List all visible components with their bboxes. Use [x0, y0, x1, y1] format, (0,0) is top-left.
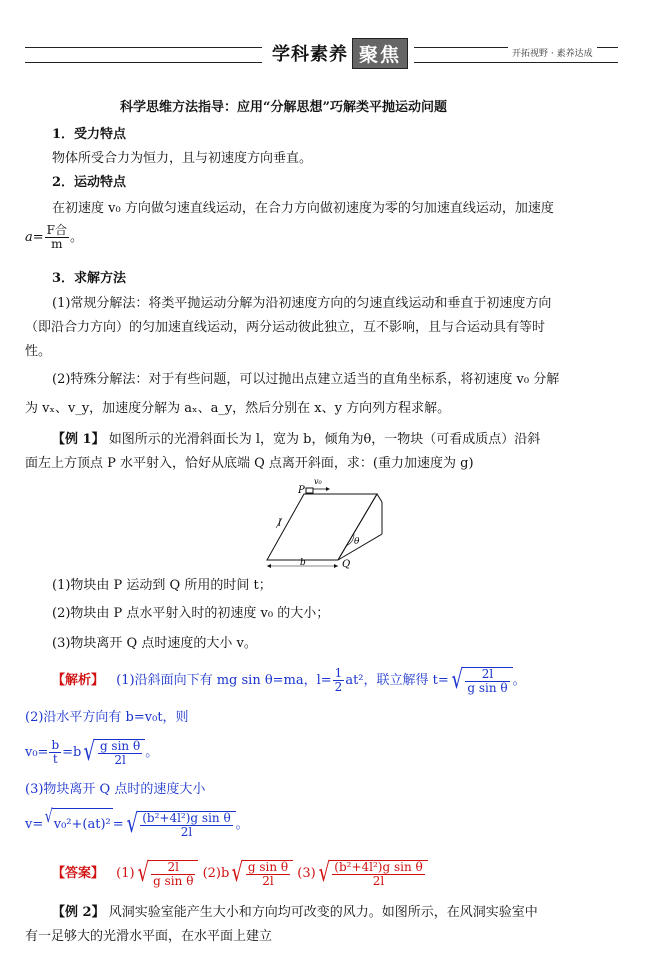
s2b-sqrt-num: g sin θ [99, 738, 141, 753]
example1-text1: 如图所示的光滑斜面长为 l，宽为 b，倾角为θ，一物块（可看成质点）沿斜 [108, 432, 541, 447]
a3-den: 2l [372, 873, 385, 888]
s1-sqrt-num: 2l [465, 668, 509, 682]
header-title-box: 聚焦 [352, 38, 408, 69]
example2-line2: 有一足够大的光滑水平面，在水平面上建立 [25, 929, 273, 944]
s3b-sqrt1-body: v₀²+(at)² [52, 808, 113, 841]
solution-s3: (3)物块离开 Q 点时的速度大小 [25, 782, 206, 797]
heading-1: 1．受力特点 [52, 127, 127, 142]
s2b-sqrt-den: 2l [114, 752, 126, 767]
fig-label-v0: v₀ [314, 477, 322, 486]
a3-num: (b²+4l²)g sin θ [334, 859, 423, 874]
para-1: 物体所受合力为恒力，且与初速度方向垂直。 [52, 151, 313, 166]
answer-label: 【答案】 [52, 866, 105, 881]
answer-a3: (3) [297, 866, 316, 881]
answer-a2: (2)b [202, 866, 230, 881]
header-title [262, 40, 414, 66]
header-right-text: 开拓视野 · 素养达成 [508, 46, 597, 59]
para-2b [25, 224, 83, 252]
example1-label: 【例 1】 [52, 432, 105, 447]
s2b-mid: =b [62, 745, 82, 760]
method-2a: (2)特殊分解法：对于有些问题，可以过抛出点建立适当的直角坐标系，将初速度 v₀ 分解 [52, 372, 560, 387]
s3b-sqrt1: √ v₀²+(at)² [43, 808, 112, 841]
s3b-sqrt-num: (b²+4l²)g sin θ [142, 810, 231, 825]
method-1b: （即沿合力方向）的匀加速直线运动，两分运动彼此独立，互不影响，且与合运动具有等时 [25, 320, 546, 335]
acc-end: 。 [69, 230, 83, 245]
s2b-lhs: v₀= [25, 745, 49, 760]
answer-line [52, 858, 428, 890]
answer-a3-sqrt: √ $\frac{\text{(b²+4l²)g sin θ}}{2l}$ [316, 860, 428, 888]
section-title: 科学思维方法指导：应用“分解思想”巧解类平抛运动问题 [120, 100, 447, 115]
s3b-eq: = [112, 817, 124, 832]
fig-label-theta: θ [354, 537, 360, 547]
solution-s2: (2)沿水平方向有 b=v₀t，则 [25, 710, 189, 725]
answer-a1-sqrt: √ $\frac{2l}{\text{g sin θ}}$ [135, 860, 199, 888]
incline-figure [262, 472, 402, 572]
fig-label-P: P [298, 485, 305, 496]
example2-label: 【例 2】 [52, 905, 105, 920]
acc-lhs: a= [25, 230, 44, 245]
s1-sqrt-den: g sin θ [467, 680, 508, 695]
solution-s1a: (1)沿斜面向下有 mg sin θ=ma，l= [116, 673, 332, 688]
question-2: (2)物块由 P 点水平射入时的初速度 v₀ 的大小； [52, 606, 330, 621]
solution-label: 【解析】 [52, 673, 105, 688]
solution-line1 [52, 666, 526, 696]
s2b-frac-num: b [51, 738, 60, 752]
heading-2: 2．运动特点 [52, 175, 127, 190]
para-2a: 在初速度 v₀ 方向做匀速直线运动，在合力方向做初速度为零的匀加速直线运动，加速度 [52, 201, 554, 216]
acc-frac [45, 224, 69, 251]
s3b-end: 。 [235, 817, 249, 832]
s1-frac-den: 2 [334, 680, 343, 694]
s2b-frac [49, 739, 61, 766]
s1-end: 。 [512, 673, 526, 688]
heading-3: 3．求解方法 [52, 271, 127, 286]
example2-text1: 风洞实验室能产生大小和方向均可改变的风力。如图所示，在风洞实验室中 [108, 905, 538, 920]
solution-s3b [25, 808, 249, 841]
solution-s1-frac [333, 667, 345, 694]
a2-num: g sin θ [247, 859, 289, 874]
example1-line1 [52, 432, 540, 448]
answer-a2-sqrt: √ $\frac{\text{g sin θ}}{2l}$ [229, 860, 293, 888]
fig-label-b: b [300, 558, 306, 568]
s2b-end: 。 [145, 745, 159, 760]
example1-line2: 面左上方顶点 P 水平射入，恰好从底端 Q 点离开斜面，求：(重力加速度为 g) [25, 456, 474, 471]
s3b-sqrt-den: 2l [180, 824, 193, 839]
s3b-sqrt2: √ $\frac{\text{(b²+4l²)g sin θ}}{2l}$ [124, 811, 236, 839]
method-2b: 为 vₓ、v_y，加速度分解为 aₓ、a_y，然后分别在 x、y 方向列方程求解。 [25, 401, 451, 416]
solution-s2b [25, 738, 158, 768]
solution-s1-sqrt: √ $\frac{2l}{\text{g sin θ}}$ [449, 667, 513, 695]
s1-frac-num: 1 [334, 666, 343, 680]
a2-den: 2l [262, 873, 274, 888]
question-3: (3)物块离开 Q 点时速度的大小 v。 [52, 636, 257, 651]
s2b-frac-den: t [52, 752, 58, 766]
example2-line1 [52, 905, 538, 921]
acc-num: F合 [46, 223, 67, 237]
fig-label-l: l [278, 518, 282, 529]
acc-den: m [51, 237, 63, 251]
s2b-sqrt: √ $\frac{\text{g sin θ}}{2l}$ [81, 739, 145, 767]
solution-s1b: at²，联立解得 t= [345, 673, 449, 688]
answer-a1: (1) [116, 866, 135, 881]
question-1: (1)物块由 P 运动到 Q 所用的时间 t； [52, 578, 272, 593]
a1-num: 2l [151, 861, 195, 875]
a1-den: g sin θ [153, 873, 194, 888]
method-1a: (1)常规分解法：将类平抛运动分解为沿初速度方向的匀速直线运动和垂直于初速度方向 [52, 296, 552, 311]
s3b-lhs: v= [25, 817, 44, 832]
method-1c: 性。 [25, 344, 52, 359]
header-title-main: 学科素养 [272, 44, 348, 65]
fig-label-Q: Q [342, 559, 351, 570]
